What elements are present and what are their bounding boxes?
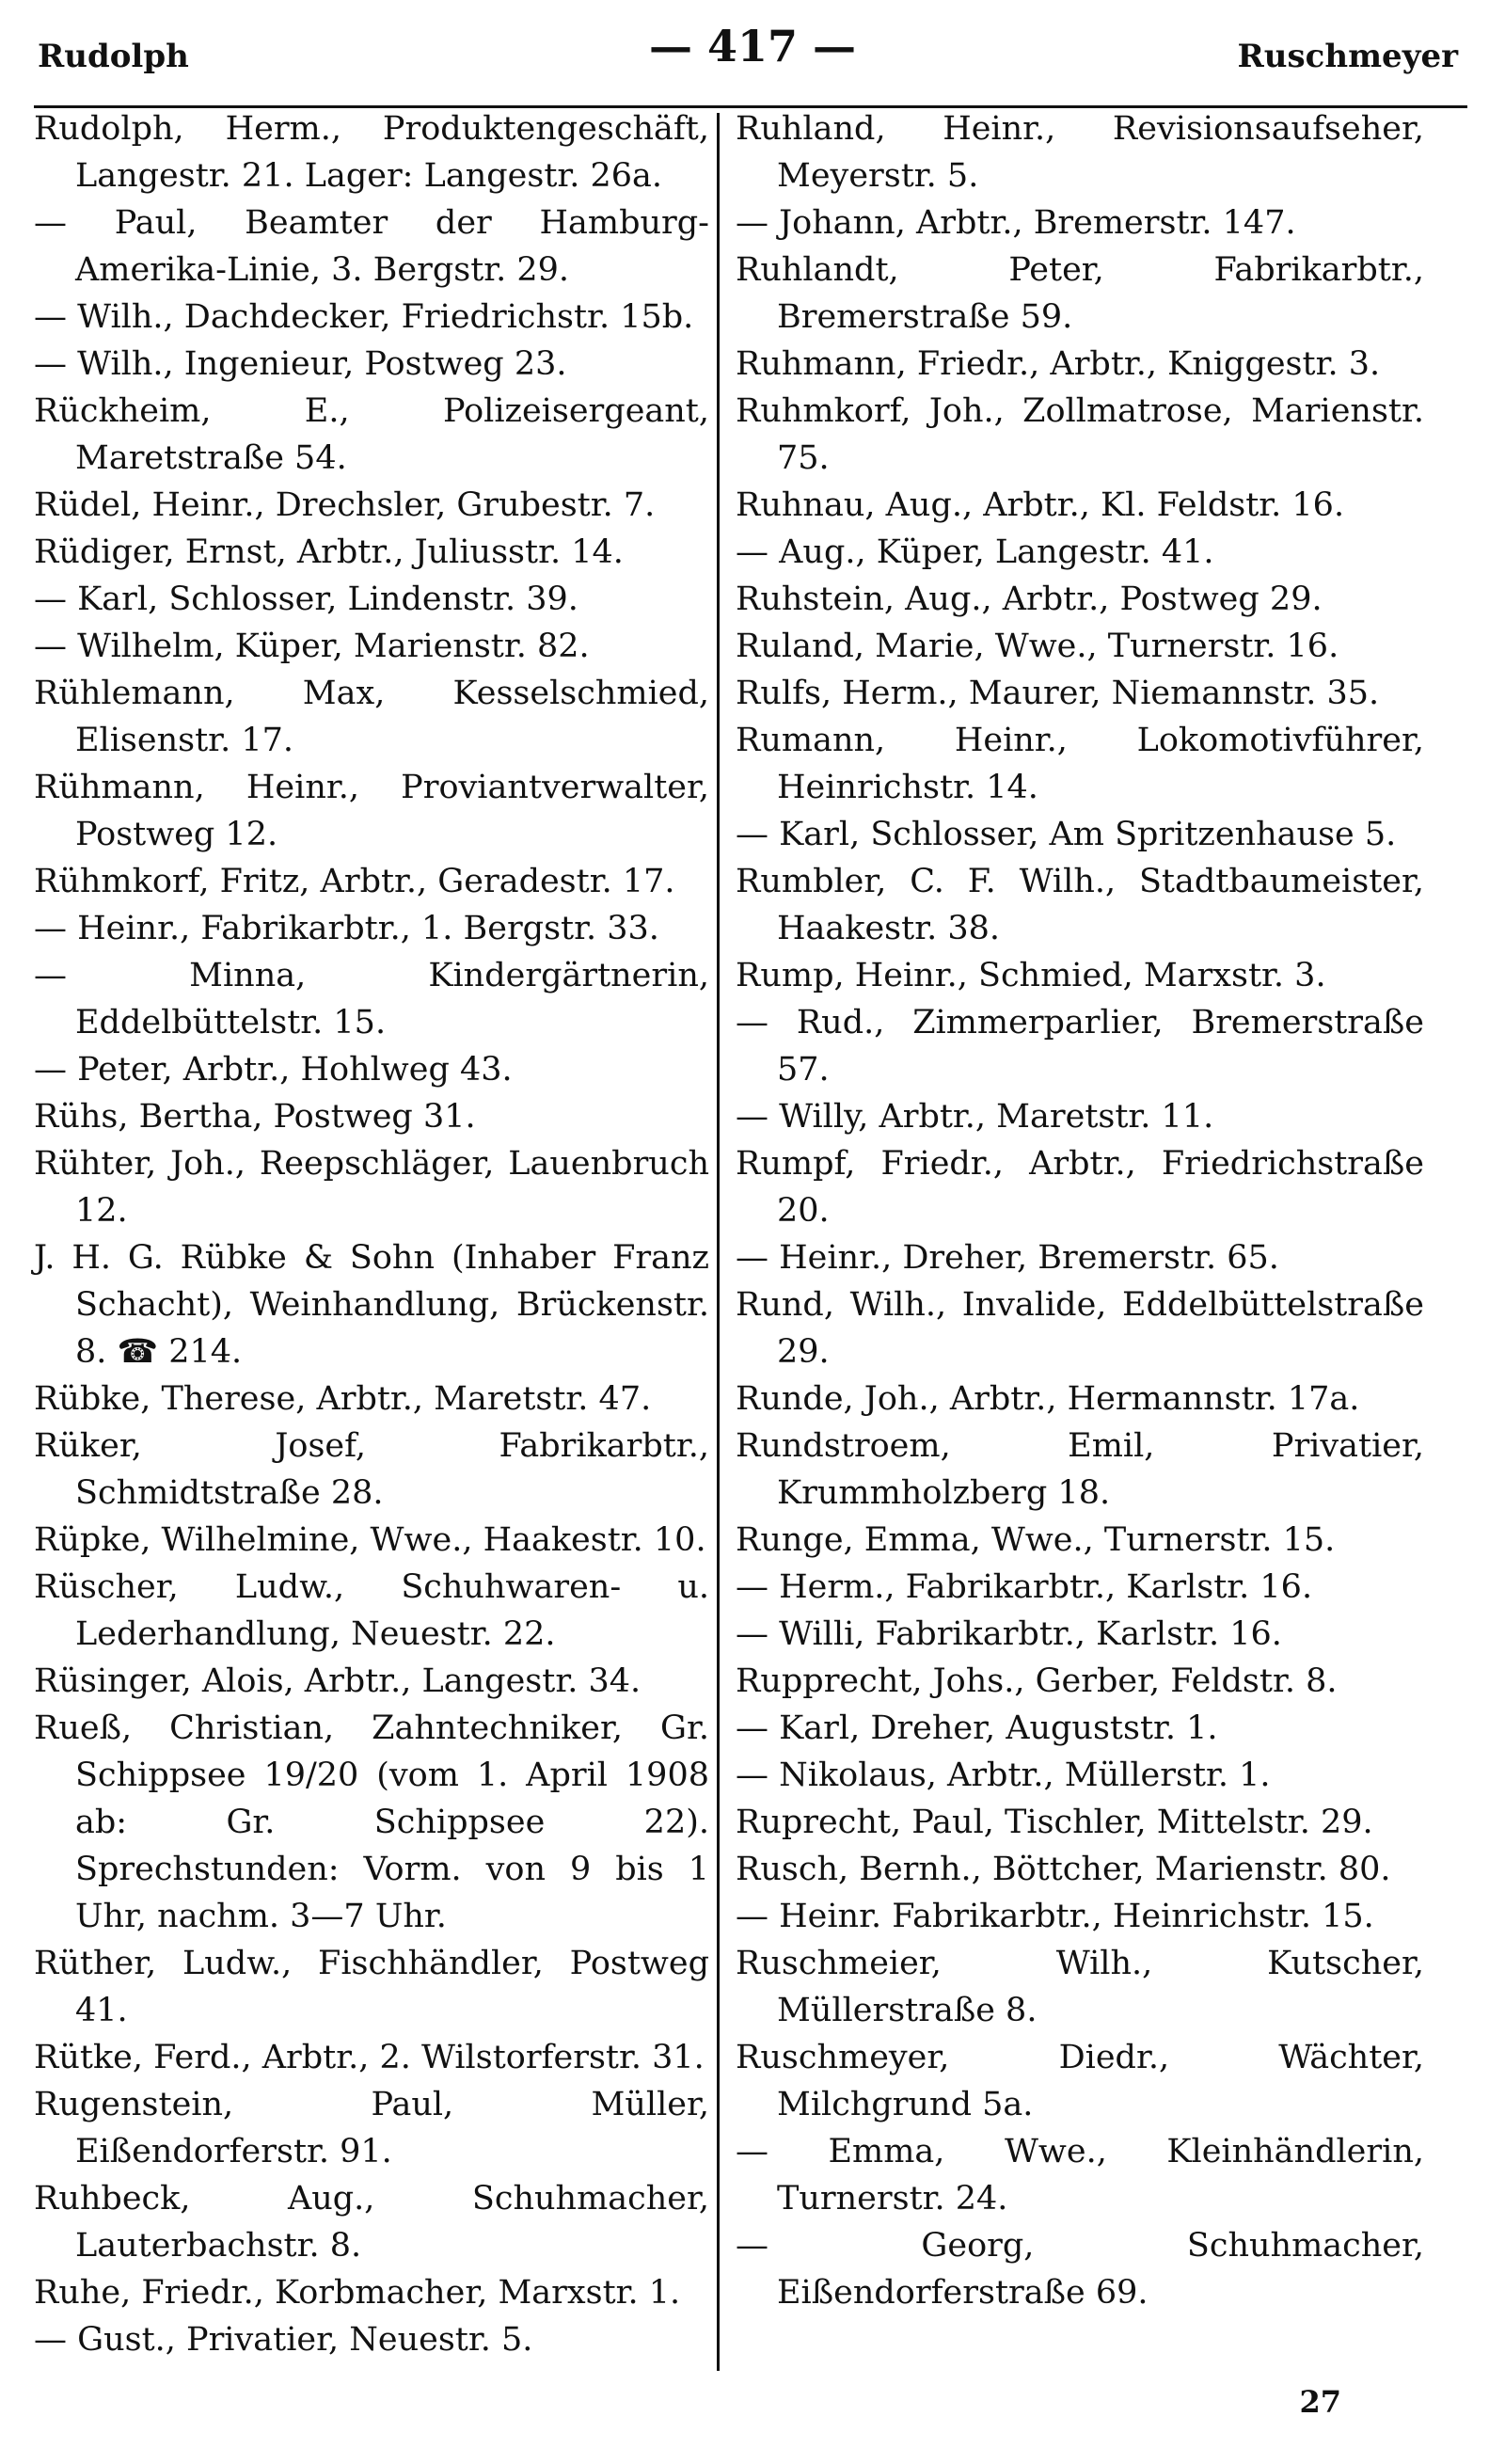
directory-entry: Rühs, Bertha, Postweg 31.	[34, 1098, 476, 1136]
directory-entry: — Wilh., Ingenieur, Postweg 23.	[34, 345, 567, 383]
right-column	[736, 105, 1424, 2316]
directory-entry: — Willy, Arbtr., Maretstr. 11.	[736, 1098, 1214, 1136]
directory-entry: Rupprecht, Johs., Gerber, Feldstr. 8.	[736, 1662, 1338, 1700]
directory-entry: Rumbler, C. F. Wilh., Stadtbaumeister, Haakestr. 38.	[736, 863, 1424, 947]
directory-entry: — Rud., Zimmerparlier, Bremerstraße 57.	[736, 1004, 1424, 1089]
directory-entry: Rühlemann, Max, Kesselschmied, Elisenstr. 17.	[34, 675, 709, 759]
directory-entry: — Johann, Arbtr., Bremerstr. 147.	[736, 204, 1296, 242]
directory-entry: Ruhland, Heinr., Revisionsaufseher, Meyerstr. 5.	[736, 110, 1424, 195]
directory-entry: Rühmkorf, Fritz, Arbtr., Geradestr. 17.	[34, 863, 675, 900]
directory-entry: — Heinr., Dreher, Bremerstr. 65.	[736, 1239, 1279, 1277]
directory-entry: Ruhbeck, Aug., Schuhmacher, Lauterbachstr. 8.	[34, 2180, 709, 2265]
directory-entry: J. H. G. Rübke & Sohn (Inhaber Franz Schacht), Weinhandlung, Brückenstr. 8. ☎ 214.	[34, 1239, 709, 1371]
left-column	[34, 105, 709, 2363]
directory-entry: Rübke, Therese, Arbtr., Maretstr. 47.	[34, 1380, 652, 1418]
directory-entry: — Karl, Dreher, Auguststr. 1.	[736, 1709, 1218, 1747]
directory-entry: — Herm., Fabrikarbtr., Karlstr. 16.	[736, 1568, 1313, 1606]
directory-entry: Rump, Heinr., Schmied, Marxstr. 3.	[736, 957, 1326, 994]
directory-entry: — Minna, Kindergärtnerin, Eddelbüttelstr. 15.	[34, 957, 709, 1041]
directory-entry: Rüdel, Heinr., Drechsler, Grubestr. 7.	[34, 486, 656, 524]
directory-entry: Runde, Joh., Arbtr., Hermannstr. 17a.	[736, 1380, 1360, 1418]
directory-entry: Rugenstein, Paul, Müller, Eißendorferstr. 91.	[34, 2086, 709, 2170]
column-divider	[717, 113, 720, 2371]
directory-entry: — Nikolaus, Arbtr., Müllerstr. 1.	[736, 1757, 1271, 1794]
directory-entry: Rüker, Josef, Fabrikarbtr., Schmidtstraße 28.	[34, 1427, 709, 1512]
header-left-keyword: Rudolph	[38, 38, 189, 75]
directory-entry: Ruhlandt, Peter, Fabrikarbtr., Bremerstraße 59.	[736, 251, 1424, 336]
directory-entry: Rühter, Joh., Reepschläger, Lauenbruch 12.	[34, 1145, 709, 1230]
directory-entry: Ruschmeyer, Diedr., Wächter, Milchgrund 5a.	[736, 2039, 1424, 2123]
directory-entry: Rumann, Heinr., Lokomotivführer, Heinrichstr. 14.	[736, 722, 1424, 806]
directory-entry: Ruhnau, Aug., Arbtr., Kl. Feldstr. 16.	[736, 486, 1345, 524]
directory-entry: Rüdiger, Ernst, Arbtr., Juliusstr. 14.	[34, 533, 624, 571]
directory-entry: Rückheim, E., Polizeisergeant, Maretstraße 54.	[34, 392, 709, 477]
signature-number: 27	[1299, 2384, 1341, 2420]
page-header	[38, 21, 1458, 77]
directory-entry: Rüscher, Ludw., Schuhwaren- u. Lederhandlung, Neuestr. 22.	[34, 1568, 709, 1653]
directory-entry: — Georg, Schuhmacher, Eißendorferstraße 69.	[736, 2227, 1424, 2312]
directory-entry: Rundstroem, Emil, Privatier, Krummholzberg 18.	[736, 1427, 1424, 1512]
directory-entry: — Aug., Küper, Langestr. 41.	[736, 533, 1214, 571]
directory-entry: Ruprecht, Paul, Tischler, Mittelstr. 29.	[736, 1804, 1373, 1841]
directory-entry: — Willi, Fabrikarbtr., Karlstr. 16.	[736, 1615, 1282, 1653]
directory-entry: — Heinr., Fabrikarbtr., 1. Bergstr. 33.	[34, 910, 659, 947]
directory-entry: — Gust., Privatier, Neuestr. 5.	[34, 2321, 533, 2359]
directory-entry: Rusch, Bernh., Böttcher, Marienstr. 80.	[736, 1851, 1391, 1888]
page-number: — 417 —	[648, 21, 857, 72]
directory-entry: — Peter, Arbtr., Hohlweg 43.	[34, 1051, 513, 1089]
directory-entry: Rüsinger, Alois, Arbtr., Langestr. 34.	[34, 1662, 642, 1700]
directory-entry: Rulfs, Herm., Maurer, Niemannstr. 35.	[736, 675, 1380, 712]
directory-entry: Runge, Emma, Wwe., Turnerstr. 15.	[736, 1521, 1336, 1559]
directory-entry: — Wilh., Dachdecker, Friedrichstr. 15b.	[34, 298, 694, 336]
directory-entry: Rudolph, Herm., Produktengeschäft, Langestr. 21. Lager: Langestr. 26a.	[34, 110, 709, 195]
directory-entry: Ruhmkorf, Joh., Zollmatrose, Marienstr. 75.	[736, 392, 1424, 477]
directory-entry: Rühmann, Heinr., Proviantverwalter, Postweg 12.	[34, 769, 709, 853]
directory-entry: — Paul, Beamter der Hamburg-Amerika-Linie, 3. Bergstr. 29.	[34, 204, 709, 289]
directory-entry: — Emma, Wwe., Kleinhändlerin, Turnerstr. 24.	[736, 2133, 1424, 2218]
directory-entry: Ruhstein, Aug., Arbtr., Postweg 29.	[736, 580, 1323, 618]
directory-entry: Ruhe, Friedr., Korbmacher, Marxstr. 1.	[34, 2274, 681, 2312]
directory-entry: Rumpf, Friedr., Arbtr., Friedrichstraße 20.	[736, 1145, 1424, 1230]
directory-entry: Rueß, Christian, Zahntechniker, Gr. Schippsee 19/20 (vom 1. April 1908 ab: Gr. Schippsee 22). Sprechstunden: Vorm. von 9 bis 1 Uhr, nachm. 3—7 Uhr.	[34, 1709, 709, 1935]
directory-entry: — Wilhelm, Küper, Marienstr. 82.	[34, 628, 590, 665]
directory-entry: — Heinr. Fabrikarbtr., Heinrichstr. 15.	[736, 1898, 1374, 1935]
directory-entry: Rund, Wilh., Invalide, Eddelbüttelstraße 29.	[736, 1286, 1424, 1371]
directory-entry: Rüpke, Wilhelmine, Wwe., Haakestr. 10.	[34, 1521, 706, 1559]
header-right-keyword: Ruschmeyer	[1237, 38, 1458, 75]
directory-entry: — Karl, Schlosser, Am Spritzenhause 5.	[736, 816, 1397, 853]
directory-entry: Ruhmann, Friedr., Arbtr., Kniggestr. 3.	[736, 345, 1381, 383]
directory-entry: Ruland, Marie, Wwe., Turnerstr. 16.	[736, 628, 1339, 665]
directory-entry: Rüther, Ludw., Fischhändler, Postweg 41.	[34, 1945, 709, 2029]
directory-entry: Ruschmeier, Wilh., Kutscher, Müllerstraße 8.	[736, 1945, 1424, 2029]
directory-entry: Rütke, Ferd., Arbtr., 2. Wilstorferstr. 31.	[34, 2039, 705, 2076]
directory-entry: — Karl, Schlosser, Lindenstr. 39.	[34, 580, 578, 618]
